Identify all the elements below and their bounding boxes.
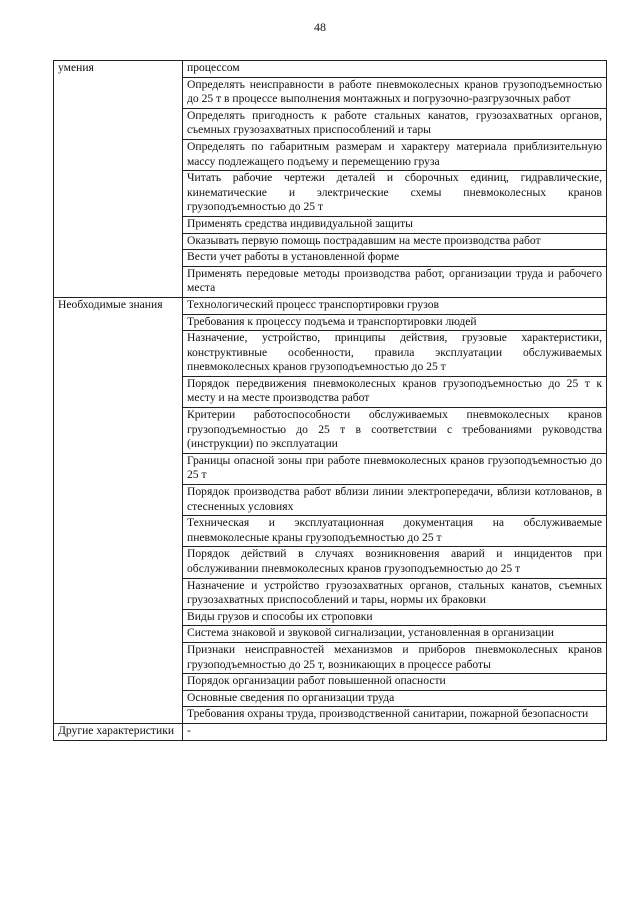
- item-text: процессом: [183, 61, 606, 78]
- item-text: Назначение, устройство, принципы действия, грузовые характеристики, конструктивные особенности, правила эксплуатации обслуживаемых пневмоколесных кранов грузоподъемностью до 25 т: [183, 331, 606, 377]
- item-text: Определять пригодность к работе стальных канатов, грузозахватных органов, съемных грузозахватных приспособлений и тары: [183, 109, 606, 140]
- item-text: Технологический процесс транспортировки грузов: [183, 298, 606, 315]
- table-row: [54, 61, 607, 298]
- item-text: Система знаковой и звуковой сигнализации, установленная в организации: [183, 626, 606, 643]
- section-items: [183, 723, 607, 740]
- item-text: Порядок действий в случаях возникновения аварий и инцидентов при обслуживании пневмоколесных кранов грузоподъемностью до 25 т: [183, 547, 606, 578]
- item-text: Требования к процессу подъема и транспортировки людей: [183, 315, 606, 332]
- page-number: 48: [314, 20, 326, 34]
- table-row: [54, 297, 607, 723]
- table-row: [54, 723, 607, 740]
- section-items: [183, 61, 607, 298]
- item-text: Применять средства индивидуальной защиты: [183, 217, 606, 234]
- table-body: [54, 61, 607, 741]
- item-text: Определять неисправности в работе пневмоколесных кранов грузоподъемностью до 25 т в процессе выполнения монтажных и погрузочно-разгрузочных работ: [183, 78, 606, 109]
- item-text: Признаки неисправностей механизмов и приборов пневмоколесных кранов грузоподъемностью до 25 т, возникающих в процессе работы: [183, 643, 606, 674]
- item-text: Назначение и устройство грузозахватных органов, стальных канатов, съемных грузозахватных приспособлений и тары, нормы их браковки: [183, 579, 606, 610]
- item-text: Виды грузов и способы их строповки: [183, 610, 606, 627]
- item-text: -: [187, 723, 191, 737]
- item-text: Критерии работоспособности обслуживаемых пневмоколесных кранов грузоподъемностью до 25 т в соответствии с требованиями руководства (инструкции) по эксплуатации: [183, 408, 606, 454]
- section-items: [183, 297, 607, 723]
- item-text: Границы опасной зоны при работе пневмоколесных кранов грузоподъемностью до 25 т: [183, 454, 606, 485]
- qualification-table: [53, 60, 607, 741]
- item-text: Порядок производства работ вблизи линии электропередачи, вблизи котлованов, в стесненных условиях: [183, 485, 606, 516]
- item-text: Вести учет работы в установленной форме: [183, 250, 606, 267]
- item-text: Определять по габаритным размерам и характеру материала приблизительную массу подлежащего подъему и перемещению груза: [183, 140, 606, 171]
- item-text: Порядок организации работ повышенной опасности: [183, 674, 606, 691]
- item-text: Порядок передвижения пневмоколесных кранов грузоподъемностью до 25 т к месту и на месте производства работ: [183, 377, 606, 408]
- item-text: Основные сведения по организации труда: [183, 691, 606, 708]
- section-label: Другие характеристики: [54, 723, 183, 740]
- item-text: Требования охраны труда, производственной санитарии, пожарной безопасности: [187, 707, 589, 721]
- item-text: Оказывать первую помощь пострадавшим на месте производства работ: [183, 234, 606, 251]
- section-label: умения: [54, 61, 183, 298]
- item-text: Техническая и эксплуатационная документация на обслуживаемые пневмоколесные краны грузоподъемностью до 25 т: [183, 516, 606, 547]
- section-label: Необходимые знания: [54, 297, 183, 723]
- item-text: Применять передовые методы производства работ, организации труда и рабочего места: [187, 266, 602, 295]
- item-text: Читать рабочие чертежи деталей и сборочных единиц, гидравлические, кинематические и электрические схемы пневмоколесных кранов грузоподъемностью до 25 т: [183, 171, 606, 217]
